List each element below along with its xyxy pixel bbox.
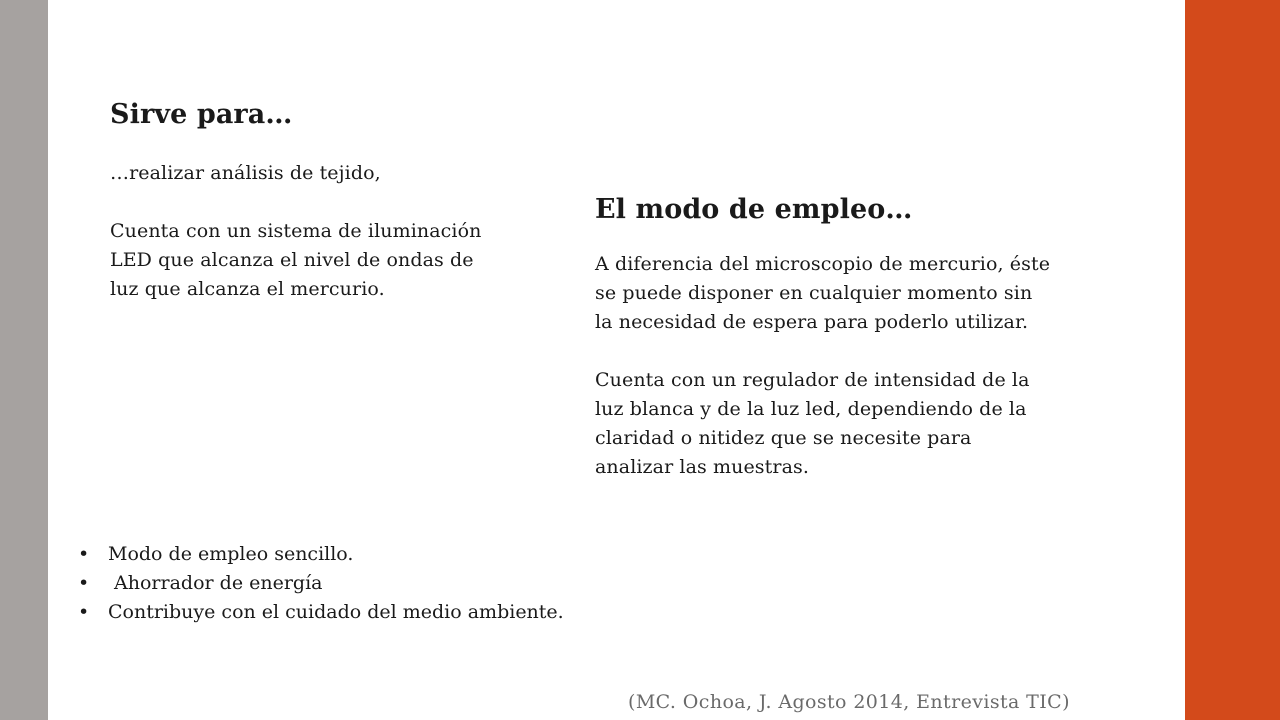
- list-item-text: Modo de empleo sencillo.: [108, 543, 354, 565]
- list-item: [76, 540, 564, 569]
- left-accent-bar: [0, 0, 48, 720]
- list-item-text: Contribuye con el cuidado del medio ambiente.: [108, 601, 564, 623]
- usage-paragraph-1: A diferencia del microscopio de mercurio, éste se puede disponer en cualquier momento sin la necesidad de espera para poderlo utilizar.: [595, 253, 1051, 333]
- bullet-icon: •: [78, 601, 90, 623]
- list-item: [76, 569, 564, 598]
- bullet-icon: •: [78, 572, 90, 594]
- citation: (MC. Ochoa, J. Agosto 2014, Entrevista TIC): [628, 691, 1070, 713]
- uses-section: [110, 98, 560, 304]
- right-accent-bar: [1185, 0, 1280, 720]
- usage-section: [595, 193, 1135, 482]
- uses-description: Cuenta con un sistema de iluminación LED que alcanza el nivel de ondas de luz que alcanza el mercurio.: [110, 220, 482, 300]
- usage-paragraph-2: Cuenta con un regulador de intensidad de la luz blanca y de la luz led, dependiendo de la claridad o nitidez que se necesite para analizar las muestras.: [595, 369, 1030, 478]
- usage-heading: El modo de empleo…: [595, 194, 913, 225]
- bullet-icon: •: [78, 543, 90, 565]
- list-item: [76, 598, 564, 627]
- uses-intro: …realizar análisis de tejido,: [110, 162, 381, 184]
- benefits-list: [76, 540, 564, 627]
- uses-heading: Sirve para…: [110, 99, 293, 130]
- list-item-text: Ahorrador de energía: [108, 572, 323, 594]
